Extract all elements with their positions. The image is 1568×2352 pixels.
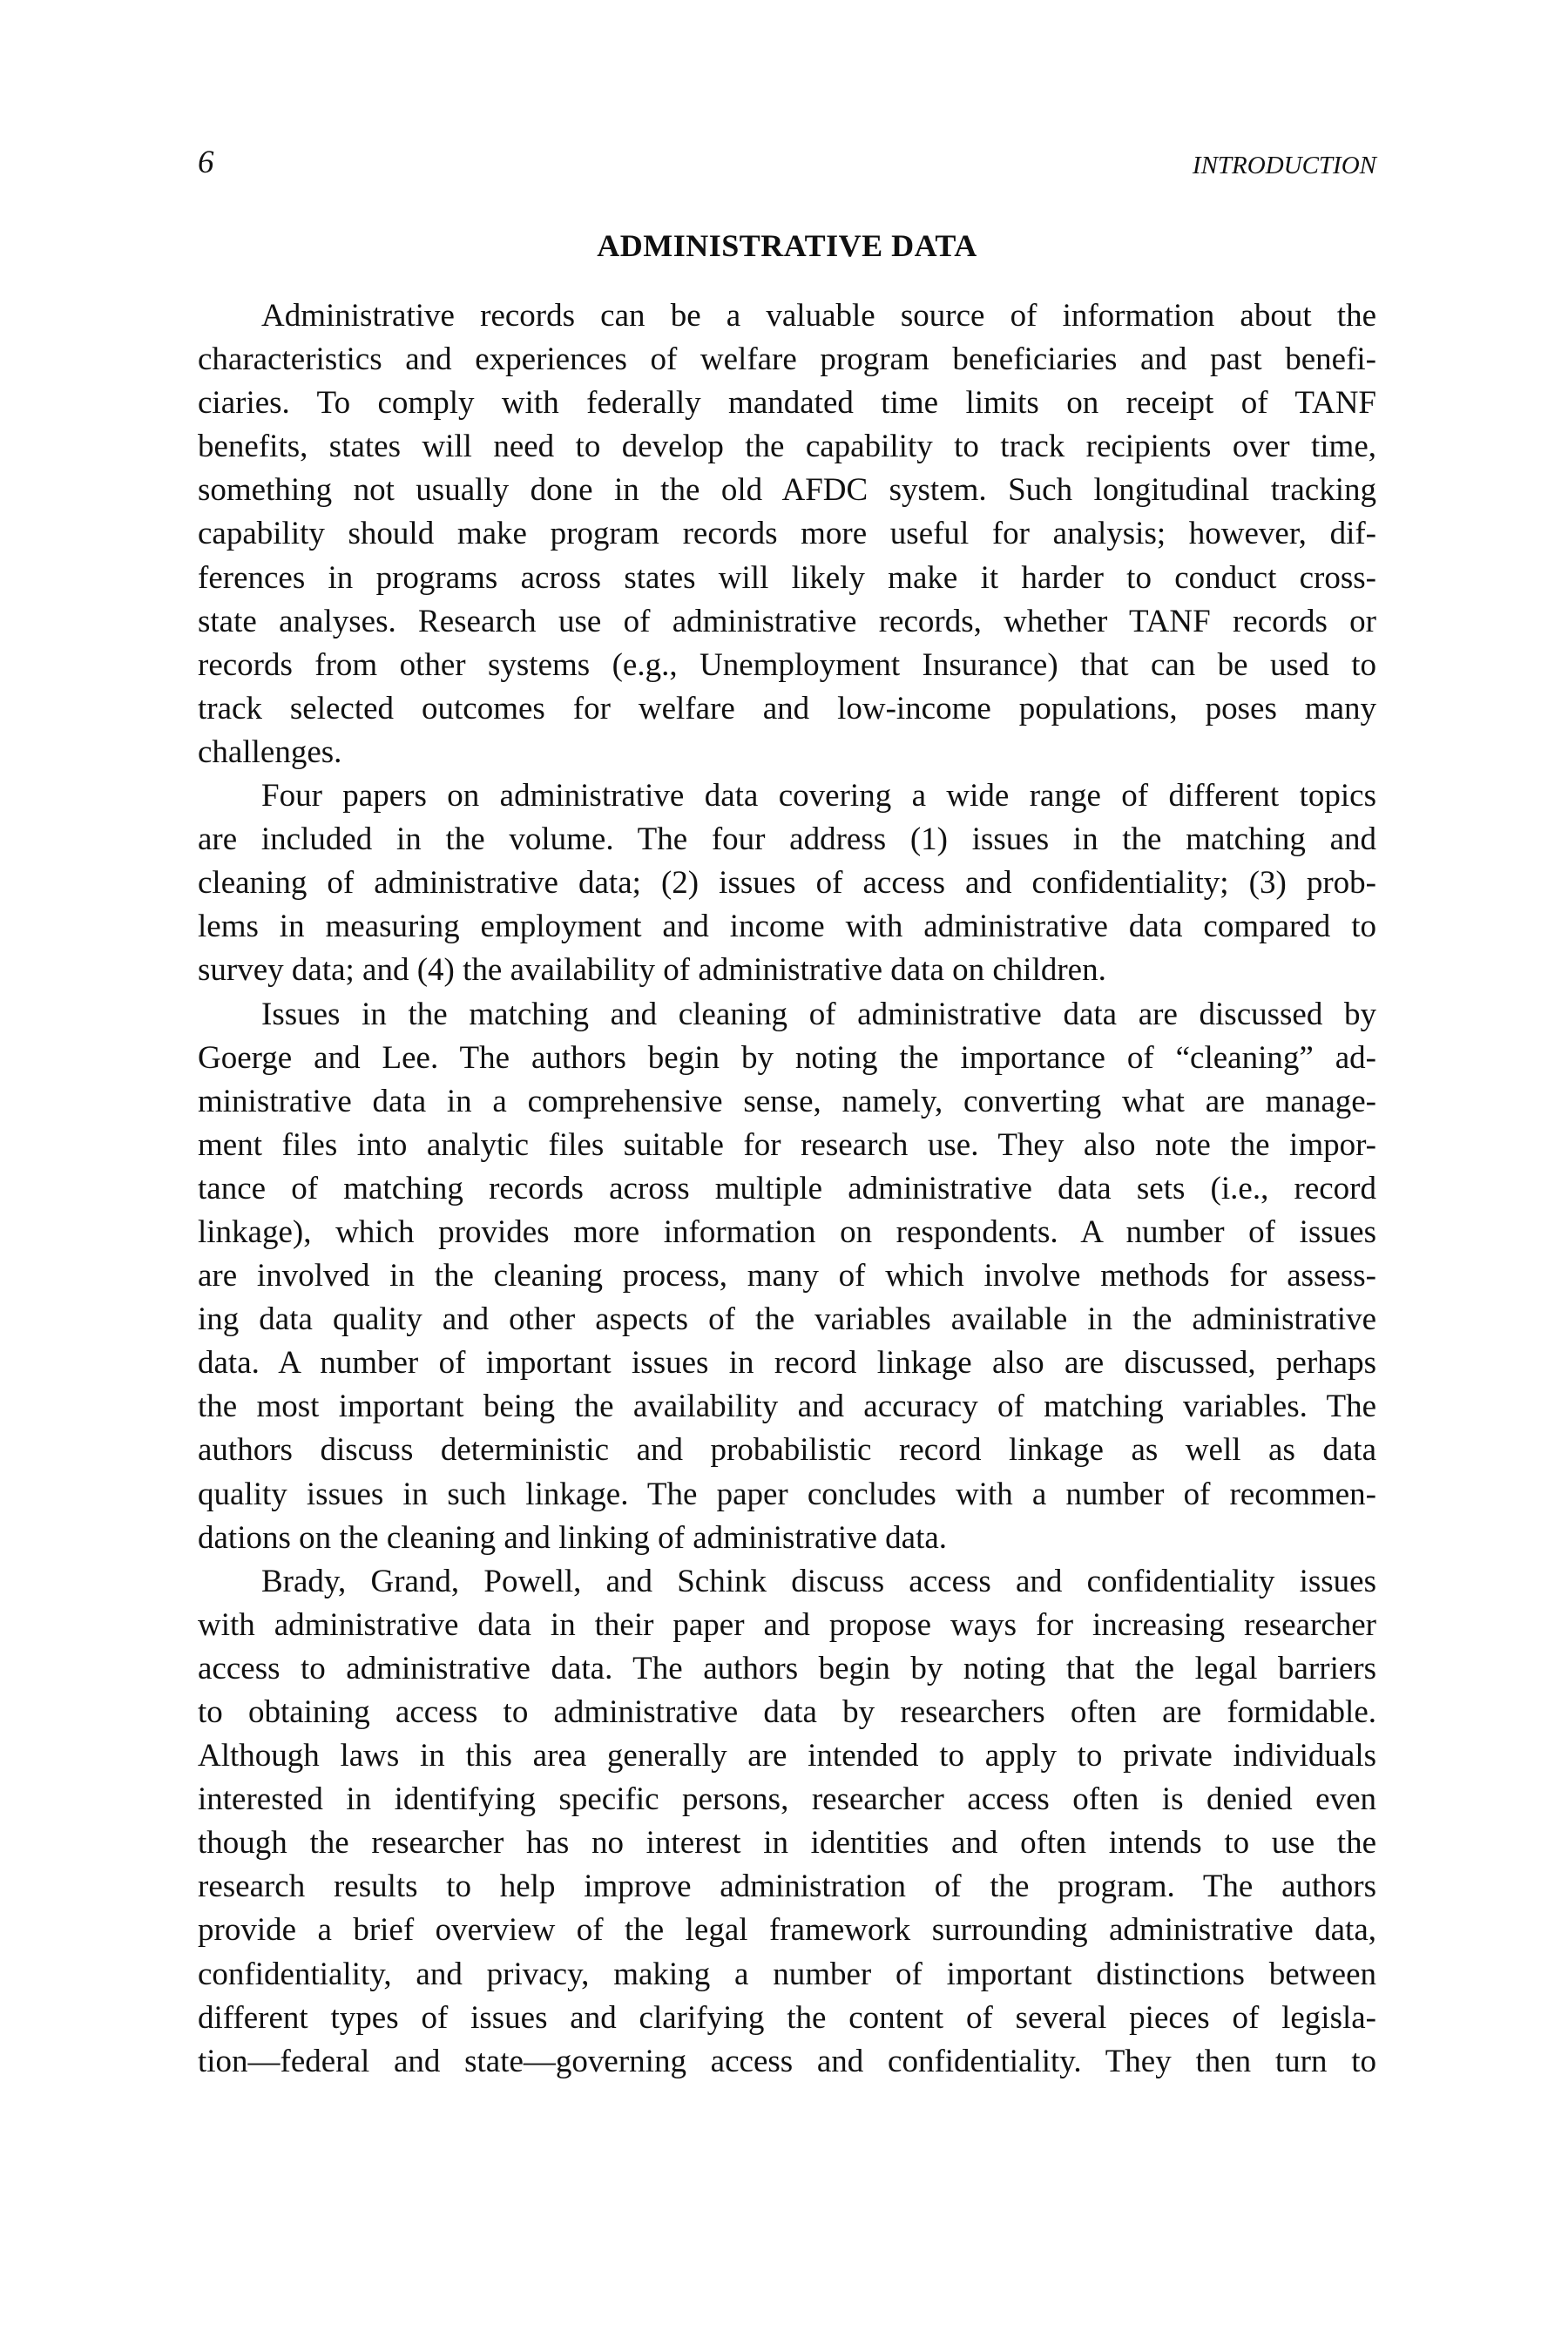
text-line: though the researcher has no interest in identities and often intends to use the xyxy=(198,1825,1376,1862)
text-line: tance of matching records across multiple administrative data sets (i.e., record xyxy=(198,1170,1376,1206)
text-line: Issues in the matching and cleaning of administrative data are discussed by xyxy=(261,996,1376,1032)
text-line: state analyses. Research use of administrative records, whether TANF records or xyxy=(198,603,1376,639)
text-line: data. A number of important issues in record linkage also are discussed, perhaps xyxy=(198,1345,1376,1382)
paragraph xyxy=(198,1560,1376,2084)
text-line: linkage), which provides more information on respondents. A number of issues xyxy=(198,1213,1376,1250)
text-line: confidentiality, and privacy, making a number of important distinctions between xyxy=(198,1956,1376,1992)
text-line: Administrative records can be a valuable source of information about the xyxy=(261,298,1376,334)
text-line: access to administrative data. The authors begin by noting that the legal barriers xyxy=(198,1650,1376,1686)
paragraph xyxy=(198,993,1376,1560)
text-line: Four papers on administrative data covering a wide range of different topics xyxy=(261,778,1376,814)
text-line: to obtaining access to administrative data by researchers often are formidable. xyxy=(198,1694,1376,1730)
section-title: ADMINISTRATIVE DATA xyxy=(597,228,977,263)
paragraph xyxy=(198,774,1376,992)
text-line: quality issues in such linkage. The paper concludes with a number of recommen- xyxy=(198,1476,1376,1512)
text-line: capability should make program records more useful for analysis; however, dif- xyxy=(198,516,1376,552)
text-line: benefits, states will need to develop the capability to track recipients over time, xyxy=(198,429,1376,465)
text-line: Goerge and Lee. The authors begin by noting the importance of “cleaning” ad- xyxy=(198,1039,1376,1076)
text-line: research results to help improve administration of the program. The authors xyxy=(198,1869,1376,1905)
text-line: records from other systems (e.g., Unemployment Insurance) that can be used to xyxy=(198,646,1376,683)
text-line: cleaning of administrative data; (2) issues of access and confidentiality; (3) prob- xyxy=(198,865,1376,902)
running-head: INTRODUCTION xyxy=(1192,152,1376,179)
text-line: with administrative data in their paper and propose ways for increasing researcher xyxy=(198,1606,1376,1643)
text-line: tion—federal and state—governing access and confidentiality. They then turn to xyxy=(198,2043,1376,2079)
text-line: provide a brief overview of the legal framework surrounding administrative data, xyxy=(198,1912,1376,1949)
text-line: Brady, Grand, Powell, and Schink discuss access and confidentiality issues xyxy=(261,1563,1376,1599)
page-number: 6 xyxy=(198,145,214,180)
text-line: characteristics and experiences of welfare program beneficiaries and past benefi- xyxy=(198,341,1376,378)
text-line: track selected outcomes for welfare and low-income populations, poses many xyxy=(198,690,1376,727)
text-line: the most important being the availability and accuracy of matching variables. The xyxy=(198,1389,1376,1425)
text-line: ing data quality and other aspects of the variables available in the administrative xyxy=(198,1301,1376,1338)
paragraph xyxy=(198,294,1376,774)
text-line: ferences in programs across states will likely make it harder to conduct cross- xyxy=(198,559,1376,596)
text-line: different types of issues and clarifying the content of several pieces of legisla- xyxy=(198,1999,1376,2036)
text-line: challenges. xyxy=(198,733,342,770)
text-line: authors discuss deterministic and probabilistic record linkage as well as data xyxy=(198,1432,1376,1469)
text-line: something not usually done in the old AFDC system. Such longitudinal tracking xyxy=(198,472,1376,509)
text-line: ment files into analytic files suitable for research use. They also note the impor- xyxy=(198,1126,1376,1163)
text-line: lems in measuring employment and income with administrative data compared to xyxy=(198,909,1376,945)
text-line: interested in identifying specific persons, researcher access often is denied even xyxy=(198,1781,1376,1818)
text-line: are included in the volume. The four address (1) issues in the matching and xyxy=(198,821,1376,858)
text-line: ministrative data in a comprehensive sense, namely, converting what are manage- xyxy=(198,1083,1376,1119)
body-text xyxy=(198,294,1376,2084)
text-line: are involved in the cleaning process, many of which involve methods for assess- xyxy=(198,1258,1376,1294)
text-line: Although laws in this area generally are intended to apply to private individuals xyxy=(198,1738,1376,1774)
text-line: survey data; and (4) the availability of administrative data on children. xyxy=(198,952,1106,989)
text-line: ciaries. To comply with federally mandated time limits on receipt of TANF xyxy=(198,385,1376,422)
text-line: dations on the cleaning and linking of administrative data. xyxy=(198,1519,948,1556)
